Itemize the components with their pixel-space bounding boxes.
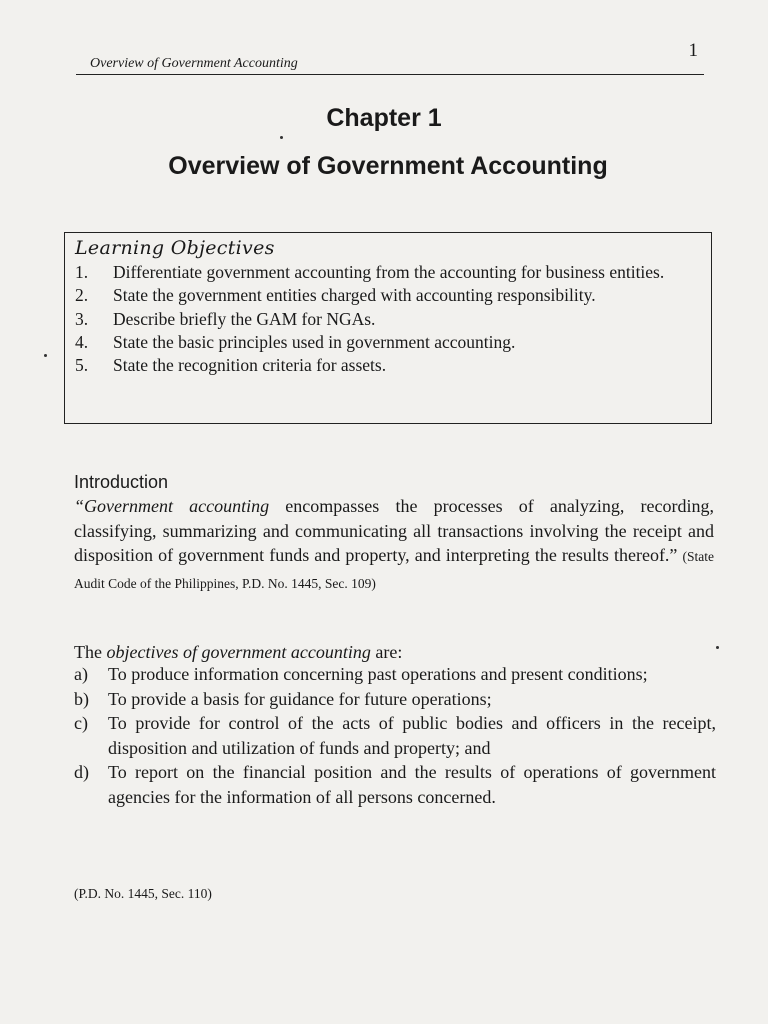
learning-objective-item [75,354,701,377]
objective-letter: a) [74,664,88,684]
scan-speck [44,354,47,357]
objective-text: To report on the financial position and the results of operations of government agencies for the information of all persons concerned. [108,762,716,807]
objective-number: 3. [75,308,89,329]
objective-text: To provide for control of the acts of public bodies and officers in the receipt, disposition and utilization of funds and property; and [108,713,716,758]
objective-number: 4. [75,331,89,352]
running-header [76,40,704,75]
objective-text: To produce information concerning past operations and present conditions; [108,664,648,684]
introduction-citation: (State Audit Code of the Philippines, P.D. No. 1445, Sec. 109) [74,549,714,591]
objective-letter: c) [74,713,88,733]
government-accounting-objective [74,687,716,712]
running-title: Overview of Government Accounting [90,56,298,71]
objectives-lead [74,640,714,664]
quoted-term: “Government accounting [74,496,270,516]
objective-text: To provide a basis for guidance for future operations; [108,688,492,709]
learning-objectives-box [64,232,712,424]
objective-text: State the government entities charged with accounting responsibility. [113,285,596,306]
government-accounting-objective [74,760,716,809]
objective-text: State the recognition criteria for assets. [113,355,387,376]
lead-emphasis: objectives of government accounting [106,642,371,662]
page-number: 1 [688,40,698,61]
chapter-label: Chapter 1 [326,104,442,132]
objective-number: 2. [75,285,89,306]
scan-speck [280,136,283,139]
learning-objectives-heading: Learning Objectives [75,237,275,259]
learning-objective-item [75,331,701,354]
objective-letter: b) [74,688,89,709]
learning-objective-item [75,308,701,331]
introduction-heading: Introduction [74,472,169,492]
chapter-title: Overview of Government Accounting [168,152,608,180]
government-accounting-objective [74,662,716,687]
objective-text: Differentiate government accounting from the accounting for business entities. [113,262,665,282]
scan-speck [716,646,719,649]
quote-body: encompasses the processes of analyzing, recording, classifying, summarizing and communicating all transactions involving the receipt and disposition of government funds and property, and interpreting the results thereof.” [74,496,715,565]
lead-prefix: The [74,642,107,662]
objective-text: State the basic principles used in government accounting. [113,331,516,352]
government-accounting-objective [74,711,716,760]
objective-text: Describe briefly the GAM for NGAs. [113,308,376,329]
objective-letter: d) [74,762,89,782]
government-accounting-objectives-list [74,662,716,809]
lead-suffix: are: [370,642,403,662]
learning-objective-item [75,284,701,307]
objective-number: 5. [75,355,89,376]
objective-number: 1. [75,262,89,282]
pd-citation: (P.D. No. 1445, Sec. 110) [74,886,212,901]
learning-objective-item [75,261,701,284]
introduction-paragraph [74,494,714,596]
learning-objectives-list [75,261,701,377]
